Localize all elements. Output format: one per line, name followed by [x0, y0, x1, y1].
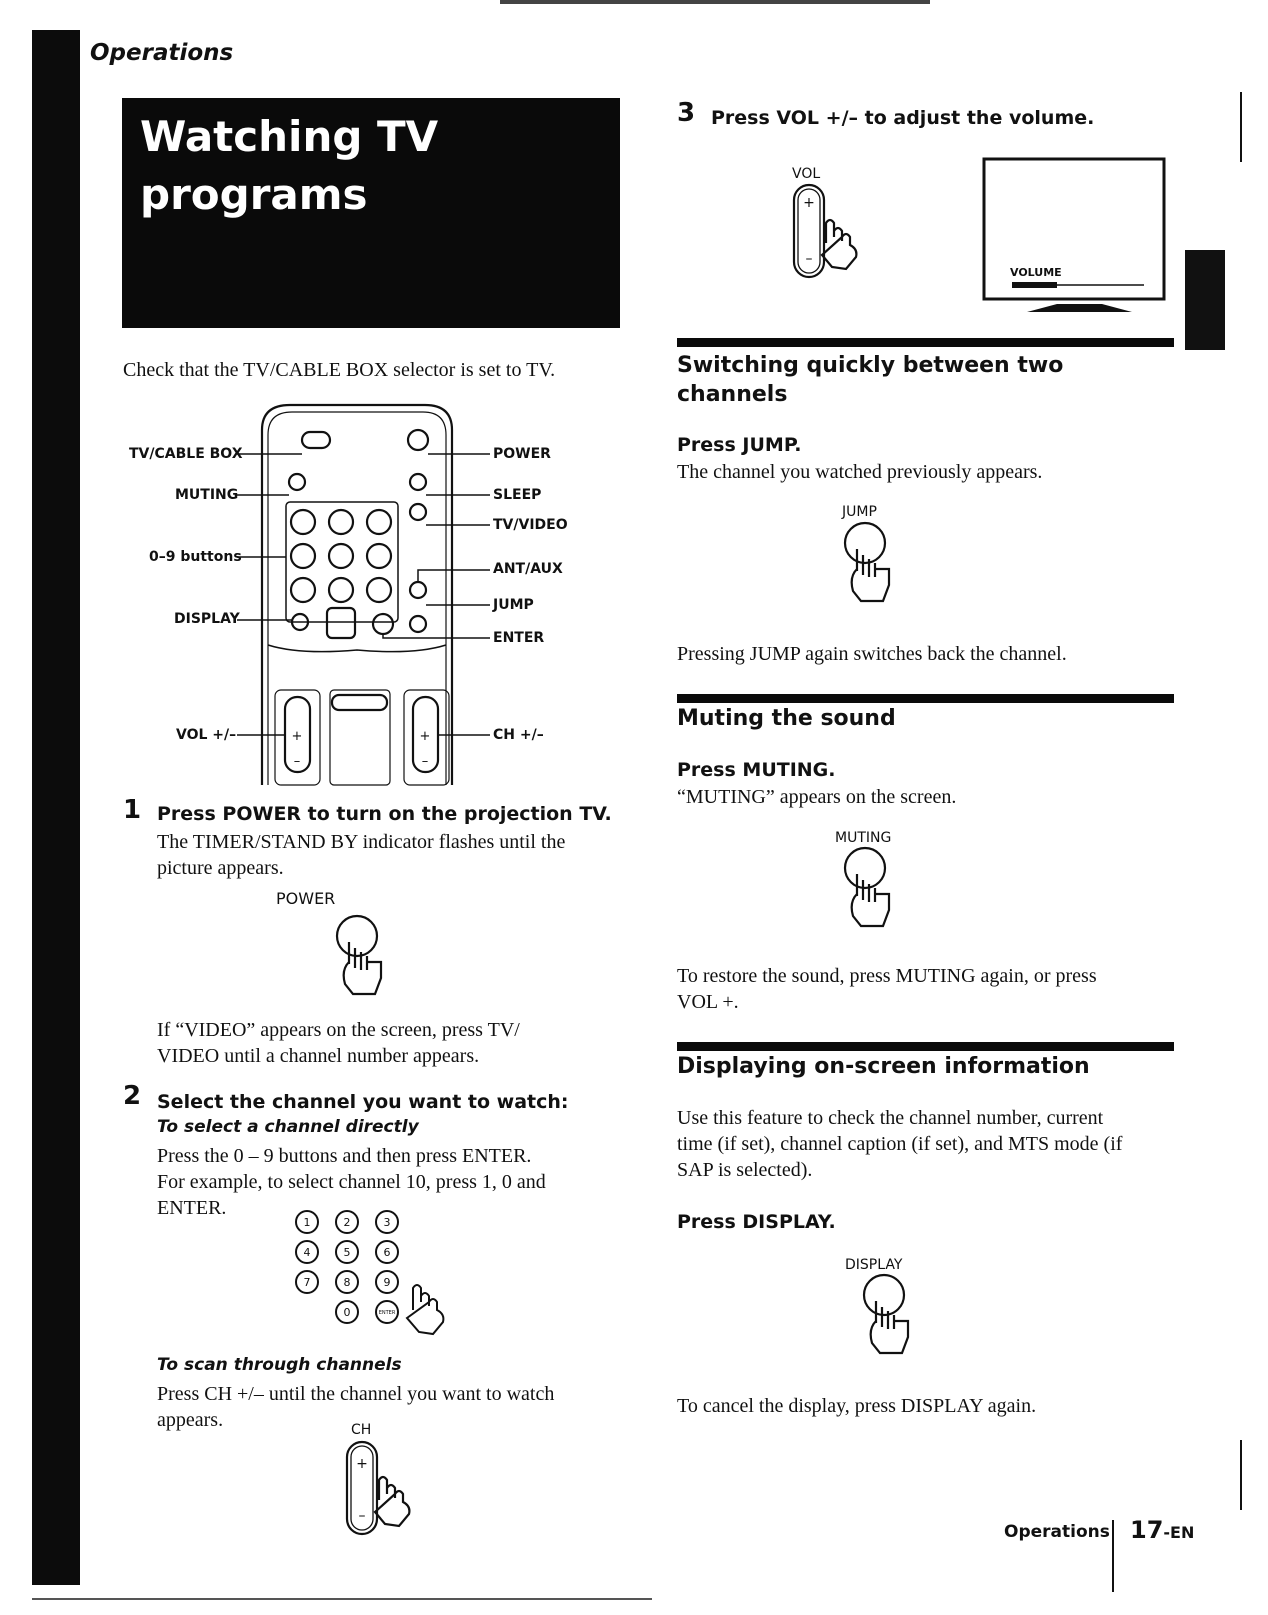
enter-button-shape — [373, 614, 393, 634]
muting-button-shape — [289, 474, 305, 490]
svg-text:–: – — [805, 251, 813, 267]
step2-subheading: To select a channel directly — [157, 1117, 419, 1137]
keypad-key-label: 2 — [343, 1216, 351, 1229]
step2-text: Press CH +/– until the channel you want to watch — [157, 1383, 555, 1405]
svg-text:+: + — [803, 195, 815, 211]
section-rule — [677, 694, 1174, 703]
body-text: To cancel the display, press DISPLAY again. — [677, 1395, 1037, 1417]
body-text: SAP is selected). — [677, 1159, 813, 1181]
step2-text: For example, to select channel 10, press 1, 0 and — [157, 1171, 546, 1193]
step2-text: ENTER. — [157, 1197, 227, 1219]
jump-button-label: JUMP — [842, 504, 877, 520]
ch-rocker-icon — [345, 1440, 435, 1540]
body-text: Use this feature to check the channel number, current — [677, 1107, 1104, 1129]
keypad-key-label: 3 — [383, 1216, 391, 1229]
action-text: Press MUTING. — [677, 759, 836, 781]
step2-text: appears. — [157, 1409, 224, 1431]
label-tv-cable-box: TV/CABLE BOX — [129, 446, 243, 462]
step-number: 3 — [677, 98, 696, 128]
step1-note: VIDEO until a channel number appears. — [157, 1045, 480, 1067]
svg-text:+: + — [356, 1456, 368, 1472]
svg-text:+: + — [291, 729, 303, 744]
keypad-key-label: 6 — [383, 1246, 391, 1259]
hand-press-icon — [862, 1273, 922, 1363]
svg-text:–: – — [421, 754, 429, 769]
step-number: 1 — [123, 795, 142, 825]
ch-label: CH — [351, 1422, 372, 1438]
label-display: DISPLAY — [174, 611, 240, 627]
keypad-key-label: 4 — [303, 1246, 311, 1259]
step1-note: If “VIDEO” appears on the screen, press TV/ — [157, 1019, 520, 1041]
footer-section: Operations — [1004, 1522, 1110, 1542]
label-muting: MUTING — [175, 487, 239, 503]
section-thumb-tab — [1185, 250, 1225, 350]
action-text: Press DISPLAY. — [677, 1211, 836, 1233]
label-ant-aux: ANT/AUX — [493, 561, 563, 577]
svg-text:–: – — [358, 1508, 366, 1524]
section-label: Operations — [90, 40, 234, 66]
label-tv-video: TV/VIDEO — [493, 517, 568, 533]
body-text: The channel you watched previously appears. — [677, 461, 1043, 483]
bottom-rule — [32, 1598, 652, 1600]
section-heading-line: Switching quickly between two — [677, 353, 1064, 378]
step1-text: picture appears. — [157, 857, 284, 879]
page-number — [1130, 1516, 1194, 1544]
power-button-label: POWER — [276, 889, 336, 908]
jump-button-shape — [410, 616, 426, 632]
keypad-key-label: 7 — [303, 1276, 311, 1289]
keypad-key-label: 5 — [343, 1246, 351, 1259]
tv-video-button-shape — [410, 504, 426, 520]
margin-line — [1240, 92, 1242, 162]
keypad-key-label: 8 — [343, 1276, 351, 1289]
step2-text: Press the 0 – 9 buttons and then press ENTER. — [157, 1145, 532, 1167]
label-vol: VOL +/– — [176, 727, 237, 743]
vol-rocker-icon — [792, 183, 892, 283]
sleep-button-shape — [410, 474, 426, 490]
step1-text: The TIMER/STAND BY indicator flashes until the — [157, 831, 566, 853]
body-text: time (if set), channel caption (if set), and MTS mode (if — [677, 1133, 1123, 1155]
margin-line — [1240, 1440, 1242, 1510]
keypad-key-label: 9 — [383, 1276, 391, 1289]
step-number: 2 — [123, 1081, 142, 1111]
section-heading-line: channels — [677, 382, 788, 407]
hand-press-icon — [843, 846, 903, 936]
label-0-9-buttons: 0–9 buttons — [149, 549, 242, 565]
hand-press-icon — [407, 1285, 443, 1334]
keypad-key-label: 0 — [343, 1306, 351, 1319]
body-text: VOL +. — [677, 991, 739, 1013]
section-heading — [677, 351, 1063, 409]
ant-aux-button-shape — [410, 582, 426, 598]
body-text: Pressing JUMP again switches back the channel. — [677, 643, 1067, 665]
keypad-diagram — [295, 1210, 475, 1350]
number-keys — [291, 510, 391, 638]
remote-control-diagram — [0, 0, 640, 800]
vol-label: VOL — [792, 166, 821, 182]
display-button-label: DISPLAY — [845, 1257, 903, 1273]
tv-screen-icon — [982, 157, 1172, 317]
page-title-line1: Watching TV — [140, 112, 439, 161]
step1-heading: Press POWER to turn on the projection TV. — [157, 803, 612, 825]
step2-subheading: To scan through channels — [157, 1355, 402, 1375]
body-text: “MUTING” appears on the screen. — [677, 786, 957, 808]
label-power: POWER — [493, 446, 551, 462]
tv-cable-switch — [302, 432, 330, 448]
hand-press-icon — [335, 912, 395, 1002]
step3-heading: Press VOL +/– to adjust the volume. — [711, 107, 1095, 129]
section-heading: Displaying on-screen information — [677, 1054, 1090, 1079]
svg-text:–: – — [293, 754, 301, 769]
muting-button-label: MUTING — [835, 830, 892, 846]
body-text: To restore the sound, press MUTING again, or press — [677, 965, 1097, 987]
page-title-line2: programs — [140, 170, 368, 219]
volume-screen-label: VOLUME — [1010, 266, 1062, 279]
section-rule — [677, 1042, 1174, 1051]
action-text: Press JUMP. — [677, 434, 802, 456]
page-lang: -EN — [1163, 1523, 1195, 1542]
hand-press-icon — [843, 521, 903, 611]
section-heading: Muting the sound — [677, 706, 896, 731]
power-button-shape — [408, 430, 428, 450]
page-number-value: 17 — [1130, 1516, 1164, 1544]
label-jump: JUMP — [493, 597, 534, 613]
label-enter: ENTER — [493, 630, 545, 646]
step2-heading: Select the channel you want to watch: — [157, 1091, 569, 1113]
label-sleep: SLEEP — [493, 487, 542, 503]
svg-text:+: + — [419, 729, 431, 744]
intro-text: Check that the TV/CABLE BOX selector is set to TV. — [123, 359, 556, 381]
keypad-key-label: ENTER — [378, 1310, 396, 1316]
keypad-key-label: 1 — [303, 1216, 311, 1229]
section-rule — [677, 338, 1174, 347]
label-ch: CH +/– — [493, 727, 544, 743]
footer-divider — [1112, 1520, 1114, 1592]
